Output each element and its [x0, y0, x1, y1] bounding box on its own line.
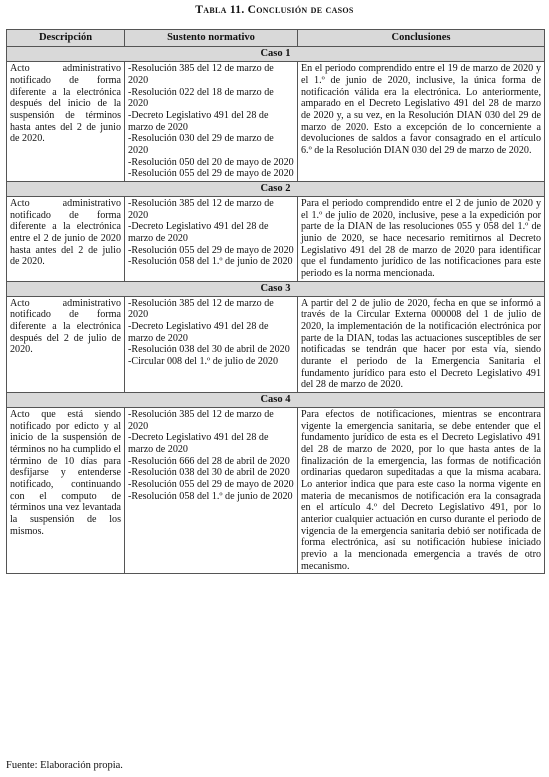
case-conclusion: A partir del 2 de julio de 2020, fecha en que se informó a través de la Circular Externa 000008 del 1 de julio de 2020, la implementación de la notificación electrónica por parte de la DIAN, todas las actuaciones susceptibles de ser notificadas se tendrán que hacer por esta vía, siendo durante el periodo de la Emergencia Sanitaria el fundamento jurídico para esto el Decreto Legislativo 491 del 28 de marzo de 2020. [298, 296, 545, 392]
header-normative: Sustento normativo [125, 30, 298, 47]
case-conclusion: Para efectos de notificaciones, mientras se encontrara vigente la emergencia sanitaria, se debe entender que el fundamento jurídico de esta es el Decreto Legislativo 491 del 28 de marzo de 2020, por lo que hasta antes de la finalización de la emergencia, las formas de notificación ordinarias quedaron supeditadas a que la misma acabara. Lo anterior indica que para este caso la norma vigente en materia de mecanismos de notificación era la consagrada en el artículo 4.º del Decreto Legislativo 491, por lo anterior cualquier actuación en curso durante el periodo de vigencia de la emergencia sanitaria debió ser notificada de forma electrónica, así su notificación hubiese iniciado previo a la mencionada emergencia a través de otro mecanismo. [298, 408, 545, 574]
table-row [7, 408, 545, 574]
norm-item: -Resolución 385 del 12 de marzo de 2020 [128, 197, 274, 221]
norm-item: -Resolución 055 del 29 de mayo de 2020 [128, 244, 294, 256]
norm-item: -Resolución 058 del 1.º de junio de 2020 [128, 490, 293, 502]
norm-item: -Resolución 055 del 29 de mayo de 2020 [128, 478, 294, 490]
norm-item: -Resolución 385 del 12 de marzo de 2020 [128, 409, 274, 432]
conclusions-table [6, 29, 545, 574]
norm-item: -Decreto Legislativo 491 del 28 de marzo de 2020 [128, 432, 269, 455]
case-description: Acto administrativo notificado de forma diferente a la electrónica después del inicio de la suspensión de términos hasta antes del 2 de junio de 2020. [7, 62, 125, 182]
case-norms [125, 408, 298, 574]
norm-item: -Circular 008 del 1.º de julio de 2020 [128, 355, 279, 367]
header-description: Descripción [7, 30, 125, 47]
header-conclusions: Conclusiones [298, 30, 545, 47]
case-label: Caso 2 [7, 181, 545, 196]
case-conclusion: En el periodo comprendido entre el 19 de marzo de 2020 y el 1.º de junio de 2020, inclusive, la única forma de notificación válida era la electrónica. Lo anteriormente, amparado en el Decreto Legislativo 491 del 28 de marzo de 2020 y, a su vez, en la Resolución DIAN 030 del 29 de marzo de 2020. Esto a excepción de lo concerniente a devoluciones de saldos a favor consagrado en el artículo 6.º de la Resolución DIAN 030 del 29 de marzo de 2020. [298, 62, 545, 182]
norm-item: -Decreto Legislativo 491 del 28 de marzo de 2020 [128, 320, 269, 344]
case-description: Acto administrativo notificado de forma diferente a la electrónica entre el 2 de junio de 2020 hasta antes del 2 de julio de 2020. [7, 196, 125, 281]
norm-item: -Resolución 038 del 30 de abril de 2020 [128, 467, 290, 479]
norm-item: -Decreto Legislativo 491 del 28 de marzo de 2020 [128, 221, 269, 244]
header-row [7, 30, 545, 47]
norm-item: -Resolución 050 del 20 de mayo de 2020 [128, 156, 294, 168]
case-norms [125, 62, 298, 182]
source-note: Fuente: Elaboración propia. [6, 760, 123, 771]
norm-item: -Resolución 666 del 28 de abril de 2020 [128, 455, 290, 467]
norm-item: -Resolución 385 del 12 de marzo de 2020 [128, 63, 274, 86]
case-header-row [7, 392, 545, 407]
case-description: Acto que está siendo notificado por edicto y al inicio de la suspensión de términos no ha cumplido el término de 10 días para desfijarse y entenderse notificado, continuando con el computo de términos una vez levantada la suspensión de los mismos. [7, 408, 125, 574]
table-title: Tabla 11. Conclusión de casos [195, 4, 354, 16]
case-label: Caso 1 [7, 47, 545, 62]
norm-item: -Resolución 038 del 30 de abril de 2020 [128, 344, 290, 356]
norm-item: -Decreto Legislativo 491 del 28 de marzo de 2020 [128, 109, 269, 133]
norm-item: -Resolución 022 del 18 de marzo de 2020 [128, 86, 274, 110]
case-conclusion: Para el periodo comprendido entre el 2 de junio de 2020 y el 1.º de julio de 2020, inclusive, pese a la expedición por parte de la DIAN de las resoluciones 055 y 058 del 1.º de junio de 2020, se hace necesario remitirnos al Decreto Legislativo 491 del 28 de marzo de 2020 para identificar que el fundamento jurídico de las notificaciones para este periodo es la norma mencionada. [298, 196, 545, 281]
table-row [7, 296, 545, 392]
norm-item: -Resolución 058 del 1.º de junio de 2020 [128, 256, 293, 268]
case-label: Caso 3 [7, 281, 545, 296]
case-header-row [7, 181, 545, 196]
case-label: Caso 4 [7, 392, 545, 407]
case-header-row [7, 47, 545, 62]
table-row [7, 62, 545, 182]
case-norms [125, 196, 298, 281]
norm-item: -Resolución 055 del 29 de mayo de 2020 [128, 168, 294, 180]
norm-item: -Resolución 030 del 29 de marzo de 2020 [128, 133, 274, 156]
norm-item: -Resolución 385 del 12 de marzo de 2020 [128, 297, 274, 321]
table-row [7, 196, 545, 281]
case-header-row [7, 281, 545, 296]
case-description: Acto administrativo notificado de forma diferente a la electrónica después del 2 de julio de 2020. [7, 296, 125, 392]
case-norms [125, 296, 298, 392]
